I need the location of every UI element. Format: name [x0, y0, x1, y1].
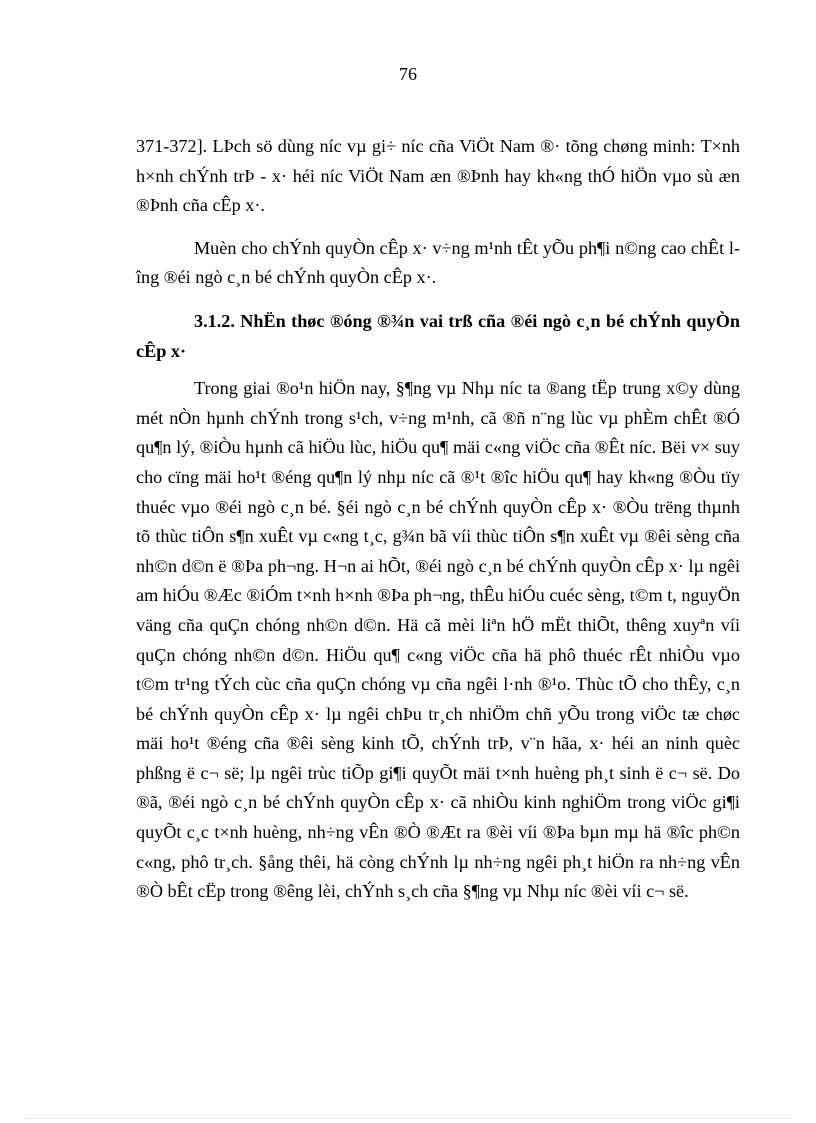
body-text [136, 132, 740, 907]
page-bottom-divider [24, 1118, 792, 1119]
paragraph-quality: Muèn cho chÝnh quyÒn cÊp x· v÷ng m¹nh tÊt yÕu ph¶i n©ng cao chÊt lîng ®éi ngò c¸n bé chÝnh quyÒn cÊp x·. [136, 237, 740, 288]
paragraph-main: Trong giai ®o¹n hiÖn nay, §¶ng vµ Nhµ níc ta ®ang tËp trung x©y dùng mét nÒn hµnh chÝnh trong s¹ch, v÷ng m¹nh, cã ®ñ n¨ng lùc vµ phÈm chÊt ®Ó qu¶n lý, ®iÒu hµnh cã hiÖu lùc, hiÖu qu¶ mäi c«ng viÖc cña ®Êt níc. Bëi v× suy cho cïng mäi ho¹t ®éng qu¶n lý nhµ níc cã ®¹t ®îc hiÖu qu¶ hay kh«ng ®Òu tïy thuéc vµo ®éi ngò c¸n bé. §éi ngò c¸n bé chÝnh quyÒn cÊp x· ®Òu trëng thµnh tõ thùc tiÔn s¶n xuÊt vµ c«ng t¸c, g¾n bã víi thùc tiÔn s¶n xuÊt vµ ®êi sèng cña nh©n d©n ë ®Þa ph¬ng. H¬n ai hÕt, ®éi ngò c¸n bé chÝnh quyÒn cÊp x· lµ ngêi am hiÓu ®Æc ®iÓm t×nh h×nh ®Þa ph¬ng, thÊu hiÓu cuéc sèng, t©m t, nguyÖn väng cña quÇn chóng nh©n d©n. Hä cã mèi liªn hÖ mËt thiÕt, thêng xuyªn víi quÇn chóng nh©n d©n. HiÖu qu¶ c«ng viÖc cña hä phô thuéc rÊt nhiÒu vµo t©m tr¹ng tÝch cùc cña quÇn chóng vµ cña ngêi l·nh ®¹o. Thùc tÕ cho thÊy, c¸n bé chÝnh quyÒn cÊp x· lµ ngêi chÞu tr¸ch nhiÖm chñ yÕu trong viÖc tæ chøc mäi ho¹t ®éng cña ®êi sèng kinh tÕ, chÝnh trÞ, v¨n hãa, x· héi an ninh quèc phßng ë c¬ së; lµ ngêi trùc tiÕp gi¶i quyÕt mäi t×nh huèng ph¸t sinh ë c¬ së. Do ®ã, ®éi ngò c¸n bé chÝnh quyÒn cÊp x· cã nhiÒu kinh nghiÖm trong viÖc gi¶i quyÕt c¸c t×nh huèng, nh÷ng vÊn ®Ò ®Æt ra ®èi víi ®Þa bµn mµ hä ®îc ph©n c«ng, phô tr¸ch. §ång thêi, hä còng chÝnh lµ nh÷ng ngêi ph¸t hiÖn ra nh÷ng vÊn ®Ò bÊt cËp trong ®êng lèi, chÝnh s¸ch cña §¶ng vµ Nhµ níc ®èi víi c¬ së. [136, 378, 740, 902]
page-number: 76 [399, 64, 417, 84]
paragraph-history: 371-372]. LÞch sö dùng níc vµ gi÷ níc cña ViÖt Nam ®· tõng chøng minh: T×nh h×nh chÝnh trÞ - x· héi níc ViÖt Nam æn ®Þnh hay kh«ng thÓ hiÖn vµo sù æn ®Þnh cña cÊp x·. [136, 136, 740, 216]
section-heading: 3.1.2. NhËn thøc ®óng ®¾n vai trß cña ®éi ngò c¸n bé chÝnh quyÒn cÊp x· [136, 310, 740, 361]
